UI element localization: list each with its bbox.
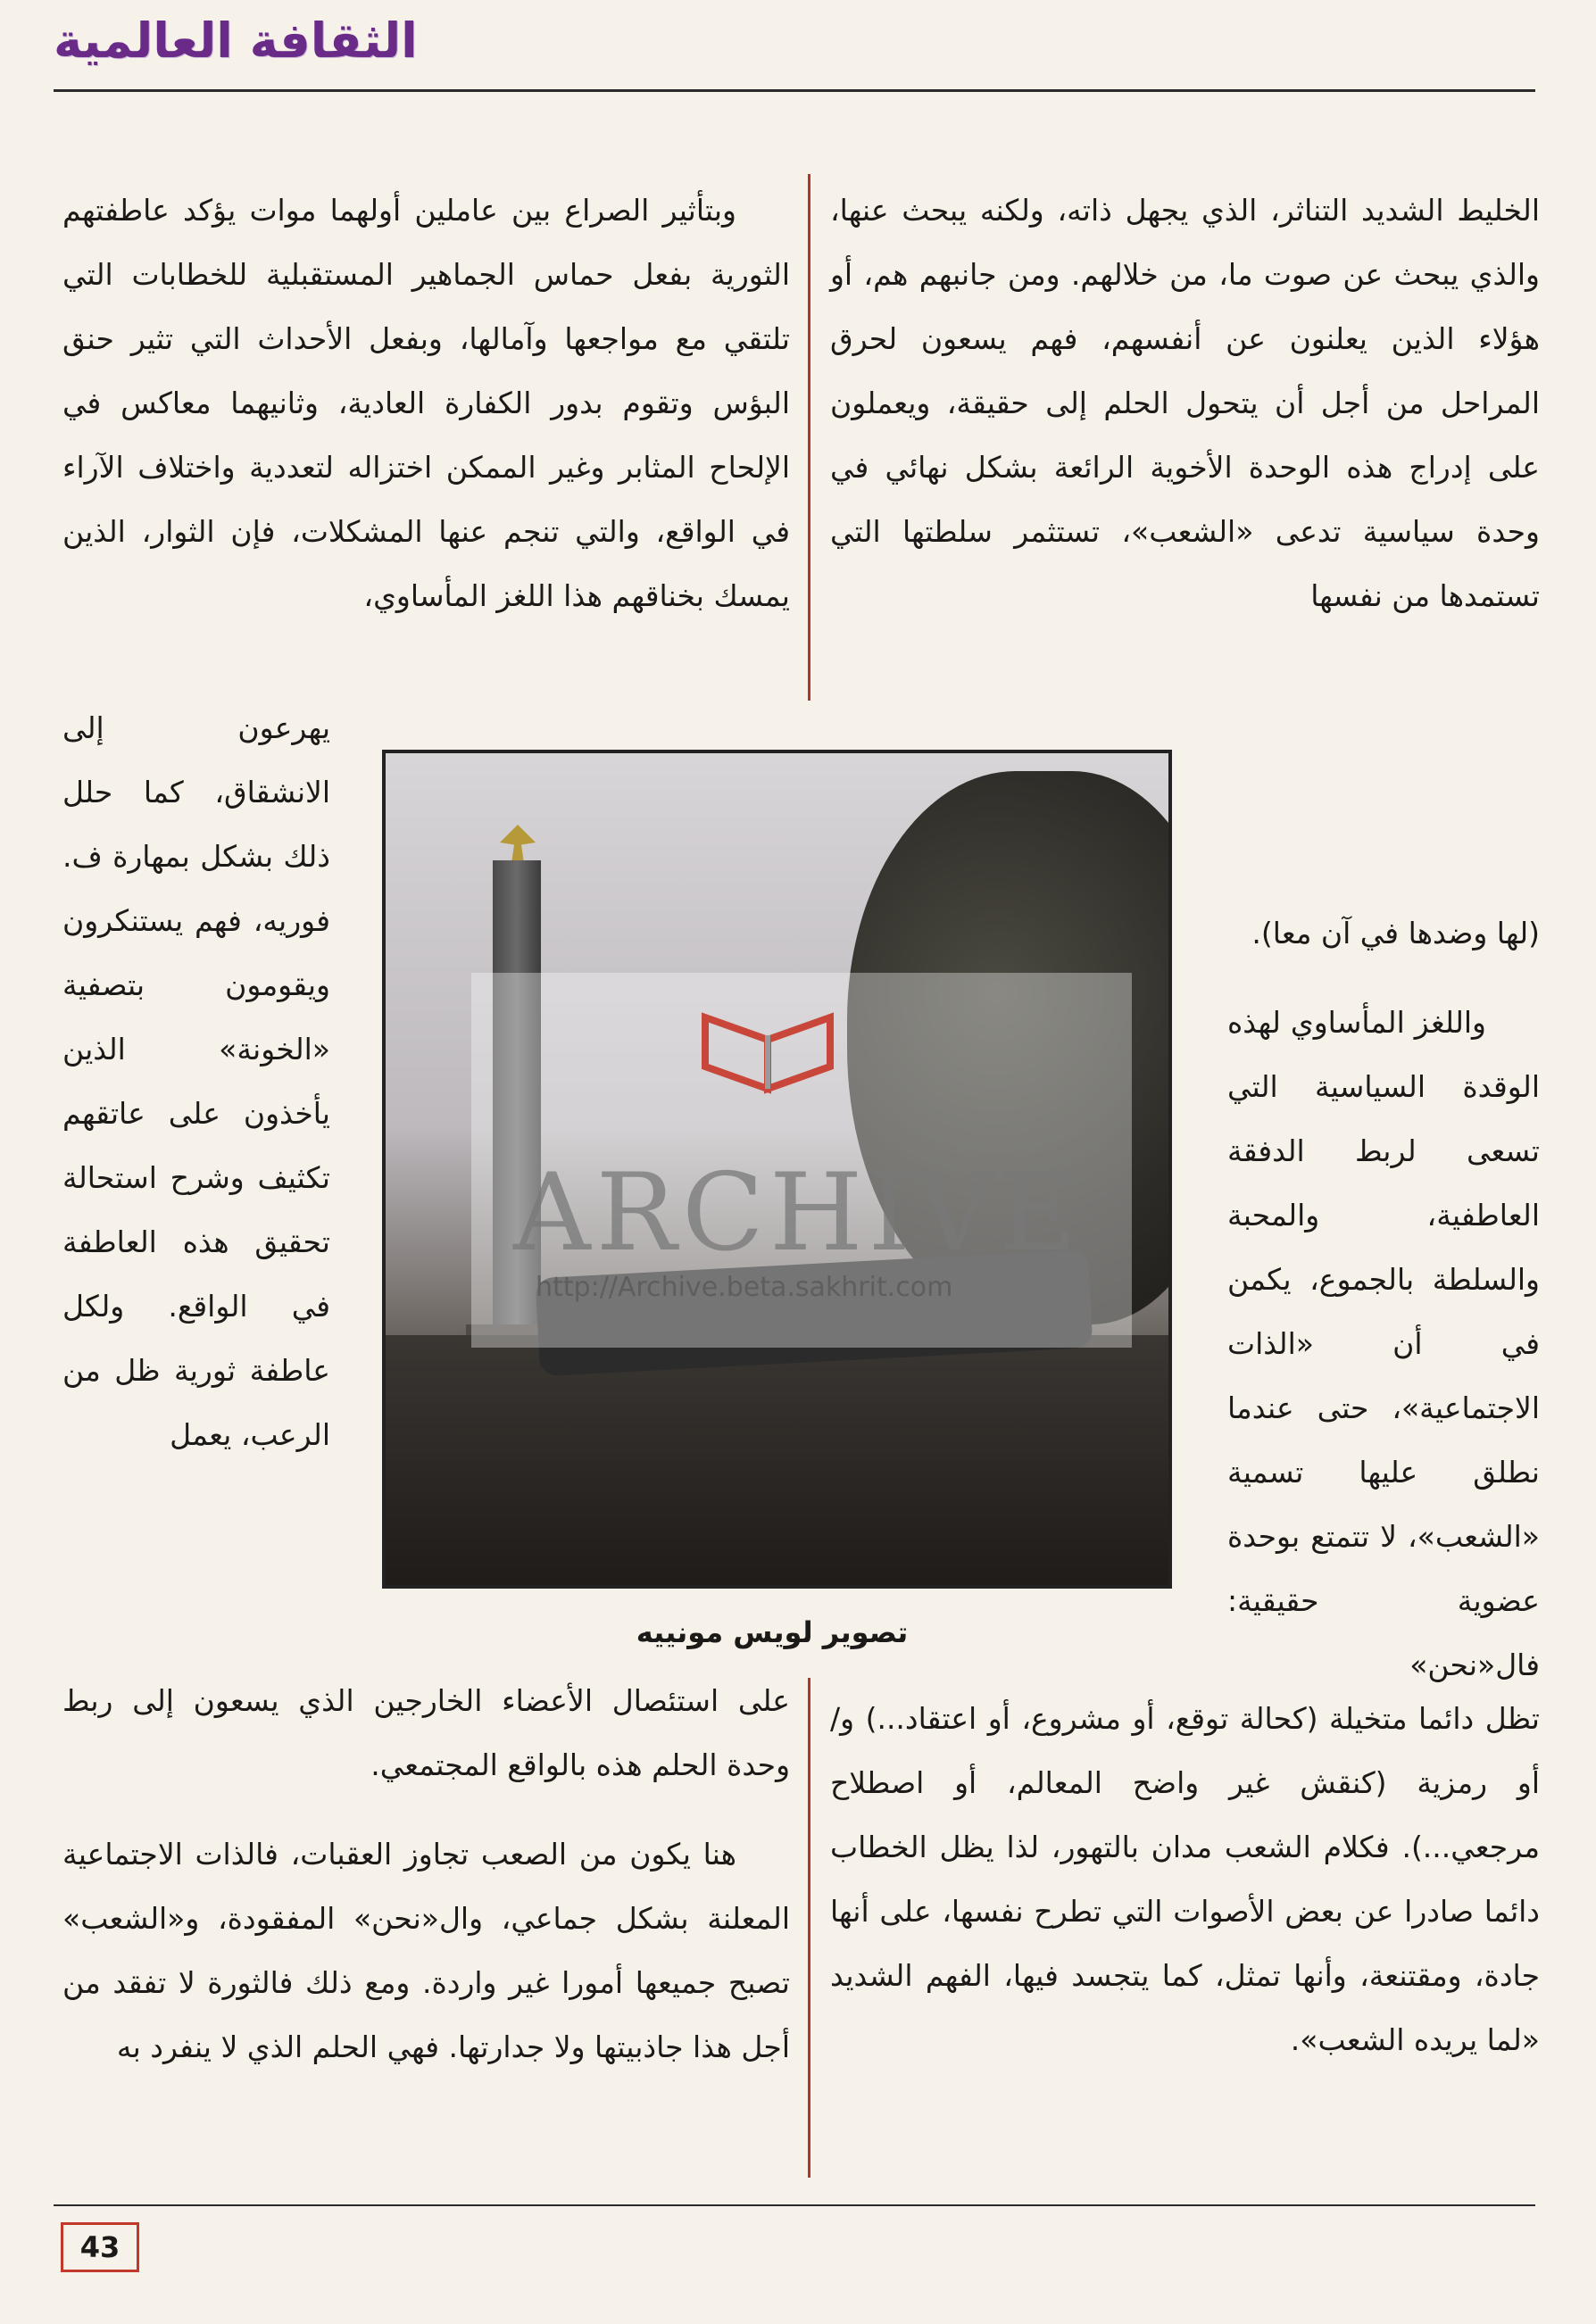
column-divider-top <box>808 174 810 701</box>
page-number: 43 <box>61 2222 139 2272</box>
watermark-url: http://Archive.beta.sakhrit.com <box>536 1272 953 1303</box>
header-divider <box>54 89 1535 92</box>
paragraph: وبتأثير الصراع بين عاملين أولهما موات يؤكد عاطفتهم الثورية بفعل حماس الجماهير المستقبلية للخطابات التي تلتقي مع مواجعها وآمالها، وبفعل الأحداث التي تثير حنق البؤس وتقوم بدور الكفارة العادية، وثانيهما معاكس في الإلحاح المثابر وغير الممكن اختزاله لتعددية واختلاف الآراء في الواقع، والتي تنجم عنها المشكلات، فإن الثوار، الذين يمسك بخناقهم هذا اللغز المأساوي، <box>62 193 790 613</box>
article-column-right-narrow <box>1227 901 1540 1722</box>
article-column-right-bottom <box>830 1687 1540 2097</box>
watermark-text: ARCHIVE <box>513 1151 1083 1275</box>
paragraph: (لها وضدها في آن معا). <box>1251 916 1540 950</box>
paragraph: هنا يكون من الصعب تجاوز العقبات، فالذات الاجتماعية المعلنة بشكل جماعي، وال«نحن» المفقودة، و«الشعب» تصبح جميعها أمورا غير واردة. ومع ذلك فالثورة لا تفقد من أجل هذا جاذبيتها ولا جدارتها. فهي الحلم الذي لا ينفرد به <box>62 1837 790 2064</box>
column-divider-bottom <box>808 1678 810 2178</box>
photo-caption: تصوير لويس مونييه <box>636 1615 909 1649</box>
paragraph: على استئصال الأعضاء الخارجين الذي يسعون إلى ربط وحدة الحلم هذه بالواقع المجتمعي. <box>62 1683 790 1782</box>
book-icon <box>696 1000 839 1107</box>
paragraph: واللغز المأساوي لهذه الوقدة السياسية التي تسعى لربط الدفقة العاطفية، والمحبة والسلطة بالجموع، يكمن في أن «الذات الاجتماعية»، حتى عندما نطلق عليها تسمية «الشعب»، لا تتمتع بوحدة عضوية حقيقية: فال«نحن» <box>1227 1005 1540 1682</box>
footer-divider <box>54 2204 1535 2206</box>
paragraph: تظل دائما متخيلة (كحالة توقع، أو مشروع، أو اعتقاد...) و/أو رمزية (كنقش غير واضح المعالم، أو اصطلاح مرجعي...). فكلام الشعب مدان بالتهور، لذا يظل الخطاب دائما صادرا عن بعض الأصوات التي تطرح نفسها، على أنها جادة، ومقتنعة، وأنها تمثل، كما يتجسد فيها، الفهم الشديد «لما يريده الشعب». <box>830 1701 1540 2057</box>
article-column-left-top <box>62 178 790 653</box>
article-column-left-narrow <box>62 696 330 1492</box>
article-column-right-top <box>830 178 1540 653</box>
section-title: الثقافة العالمية <box>54 12 418 69</box>
crowd-foreground <box>386 1335 1168 1585</box>
paragraph: الخليط الشديد التناثر، الذي يجهل ذاته، ولكنه يبحث عنها، والذي يبحث عن صوت ما، من خلالهم. ومن جانبهم هم، أو هؤلاء الذين يعلنون عن أنفسهم، فهم يسعون لحرق المراحل من أجل أن يتحول الحلم إلى حقيقة، ويعملون على إدراج هذه الوحدة الأخوية الرائعة بشكل نهائي في وحدة سياسية تدعى «الشعب»، تستثمر سلطتها التي تستمدها من نفسها <box>830 193 1540 613</box>
paragraph: يهرعون إلى الانشقاق، كما حلل ذلك بشكل بمهارة ف. فوريه، فهم يستنكرون ويقومون بتصفية «الخونة» الذين يأخذون على عاتقهم تكثيف وشرح استحالة تحقيق هذه العاطفة في الواقع. ولكل عاطفة ثورية ظل من الرعب، يعمل <box>62 710 330 1452</box>
article-column-left-bottom <box>62 1669 790 2104</box>
